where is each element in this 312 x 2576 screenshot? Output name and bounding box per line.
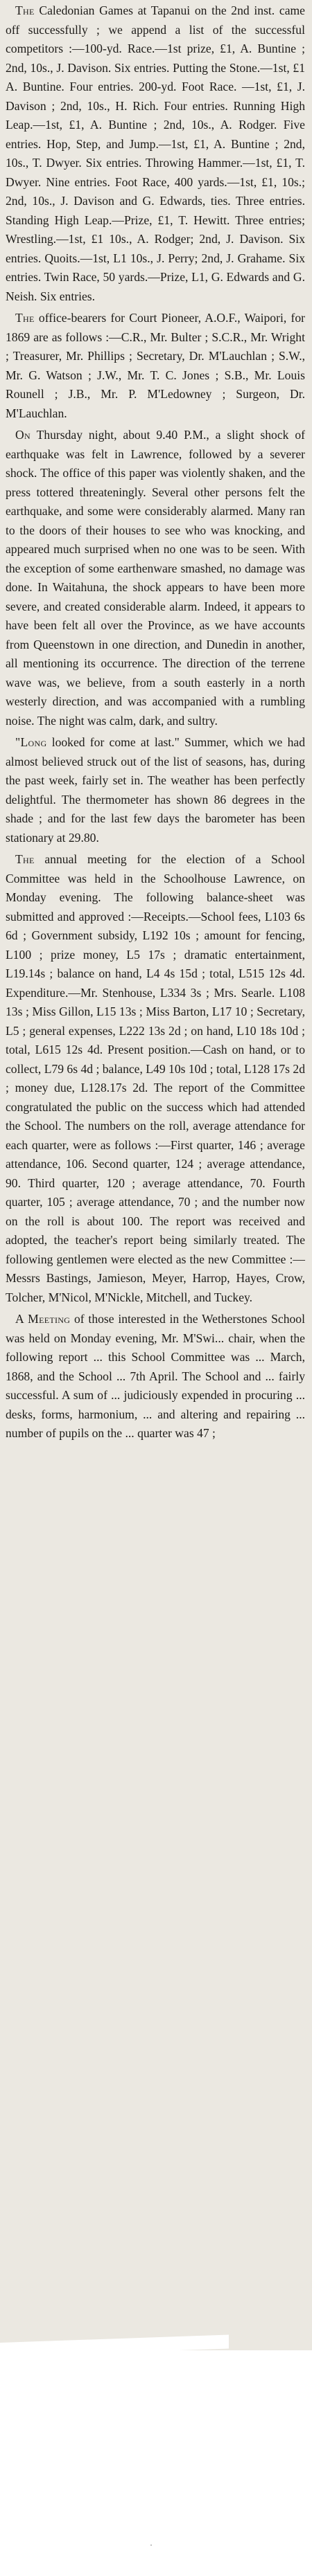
paragraph-lead-word: The [15,852,35,866]
paragraph-lead-word: The [15,3,35,17]
blank-damaged-area [0,2350,312,2576]
paragraph-text: annual meeting for the election of a School Committee was held in the Schoolhouse Lawrence, on Monday evening. The following balance-sheet was submitted and approved :—Receipts.—School fees, L103 6s 6d ; Government subsidy, L192 10s ; amount for fencing, L100 ; prize money, L5 17s ; dramatic entertainment, L19.14s ; balance on hand, L4 4s 15d ; total, L515 12s 4d. Expenditure.—Mr. Stenhouse, L334 3s ; Mrs. Searle. L108 13s ; Miss Gillon, L15 13s ; Miss Barton, L17 10 ; Secretary, L5 ; general expenses, L222 13s 2d ; on hand, L10 18s 10d ; total, L615 12s 4d. Present position.—Cash on hand, or to collect, L79 6s 4d ; balance, L49 10s 10d ; total, L128 17s 2d ; money due, L128.17s 2d. The report of the Committee congratulated the public on the success which had attended the School. The numbers on the roll, average attendance for each quarter, were as follows :—First quarter, 146 ; average attendance, 106. Second quarter, 124 ; average attendance, 90. Third quarter, 120 ; average attendance, 70. Fourth quarter, 105 ; average attendance, 70 ; and the number now on the roll is about 100. The report was received and adopted, the teacher's report being similarly treated. The following gentlemen were elected as the new Committee :—Messrs Bastings, Jamieson, Meyer, Harrop, Hayes, Crow, Tolcher, M'Nicol, M'Nickle, Mitchell, and Tuckey. [6,852,305,1304]
paragraph-text: looked for come at last." Summer, which we had almost believed struck out of the list of seasons, has, during the past week, fairly set in. The weather has been perfectly delightful. The thermometer has shown 86 degrees in the shade ; and for the last few days the barometer has been stationary at 29.80. [6,735,306,845]
paragraph-lead-word: A Meeting [15,1312,71,1326]
paragraph-text: of those interested in the Wetherstones School was held on Monday evening, Mr. M'Swi... chair, when the following report ... this School Committee was ... March, 1868, and the School ... 7th April. The School and ... fairly successful. A sum of ... judiciously expended in procuring ... desks, forms, harmonium, ... and altering and repairing ... number of pupils on the ... quarter was 47 ; [6,1312,305,1440]
paragraph-earthquake [6,426,305,730]
paragraph-text: office-bearers for Court Pioneer, A.O.F., Waipori, for 1869 are as follows :—C.R., Mr. Bulter ; S.C.R., Mr. Wright ; Treasurer, Mr. Phillips ; Secretary, Dr. M'Lauchlan ; S.W., Mr. G. Watson ; J.W., Mr. T. C. Jones ; S.B., Mr. Louis Rounell ; J.B., Mr. P. M'Ledowney ; Surgeon, Dr. M'Lauchlan. [6,311,305,420]
paragraph-lead-word: The [15,311,35,325]
paragraph-school-committee [6,850,305,1307]
paragraph-caledonian-games [6,1,305,306]
paragraph-text: Thursday night, about 9.40 P.M., a slight shock of earthquake was felt in Lawrence, followed by a severer shock. The office of this paper was violently shaken, and the press tottered threateningly. Several other persons felt the earthquake, and some were considerably alarmed. Many ran to the doors of their houses to see who was knocking, and appeared much surprised when no one was to be seen. With the exception of some earthenware smashed, no damage was done. In Waitahuna, the shock appears to have been more severe, and created considerable alarm. Indeed, it appears to have been felt all over the Province, as we have accounts from Queenstown in one direction, and Dunedin in another, all mentioning its occurrence. The direction of the terrene wave was, we believe, from a south easterly in a north westerly direction, and was accompanied with a rumbling noise. The night was calm, dark, and sultry. [6,428,305,728]
paragraph-lead-word: "Long [15,735,47,749]
paragraph-summer-weather [6,733,305,847]
paragraph-lead-word: On [15,428,31,442]
article-column [6,1,305,1443]
paragraph-office-bearers [6,309,305,423]
paragraph-wetherstones-meeting [6,1310,305,1443]
paragraph-text: Caledonian Games at Tapanui on the 2nd inst. came off successfully ; we append a list of the successful competitors :—100-yd. Race.—1st prize, £1, A. Buntine ; 2nd, 10s., J. Davison. Six entries. Putting the Stone.—1st, £1 A. Buntine. Four entries. 200-yd. Foot Race. —1st, £1, J. Davison ; 2nd, 10s., H. Rich. Four entries. Running High Leap.—1st, £1, A. Buntine ; 2nd, 10s., A. Rodger. Five entries. Hop, Step, and Jump.—1st, £1, A. Buntine ; 2nd, 10s., T. Dwyer. Six entries. Throwing Hammer.—1st, £1, T. Dwyer. Nine entries. Foot Race, 400 yards.—1st, £1, 10s.; 2nd, 10s., J. Davison and G. Edwards, ties. Three entries. Standing High Leap.—Prize, £1, T. Hewitt. Three entries; Wrestling.—1st, £1 10s., A. Rodger; 2nd, J. Davison. Six entries. Quoits.—1st, L1 10s., J. Perry; 2nd, J. Grahame. Six entries. Twin Race, 50 yards.—Prize, L1, G. Edwards and G. Neish. Six entries. [6,3,305,303]
stray-mark: · [150,2540,153,2550]
